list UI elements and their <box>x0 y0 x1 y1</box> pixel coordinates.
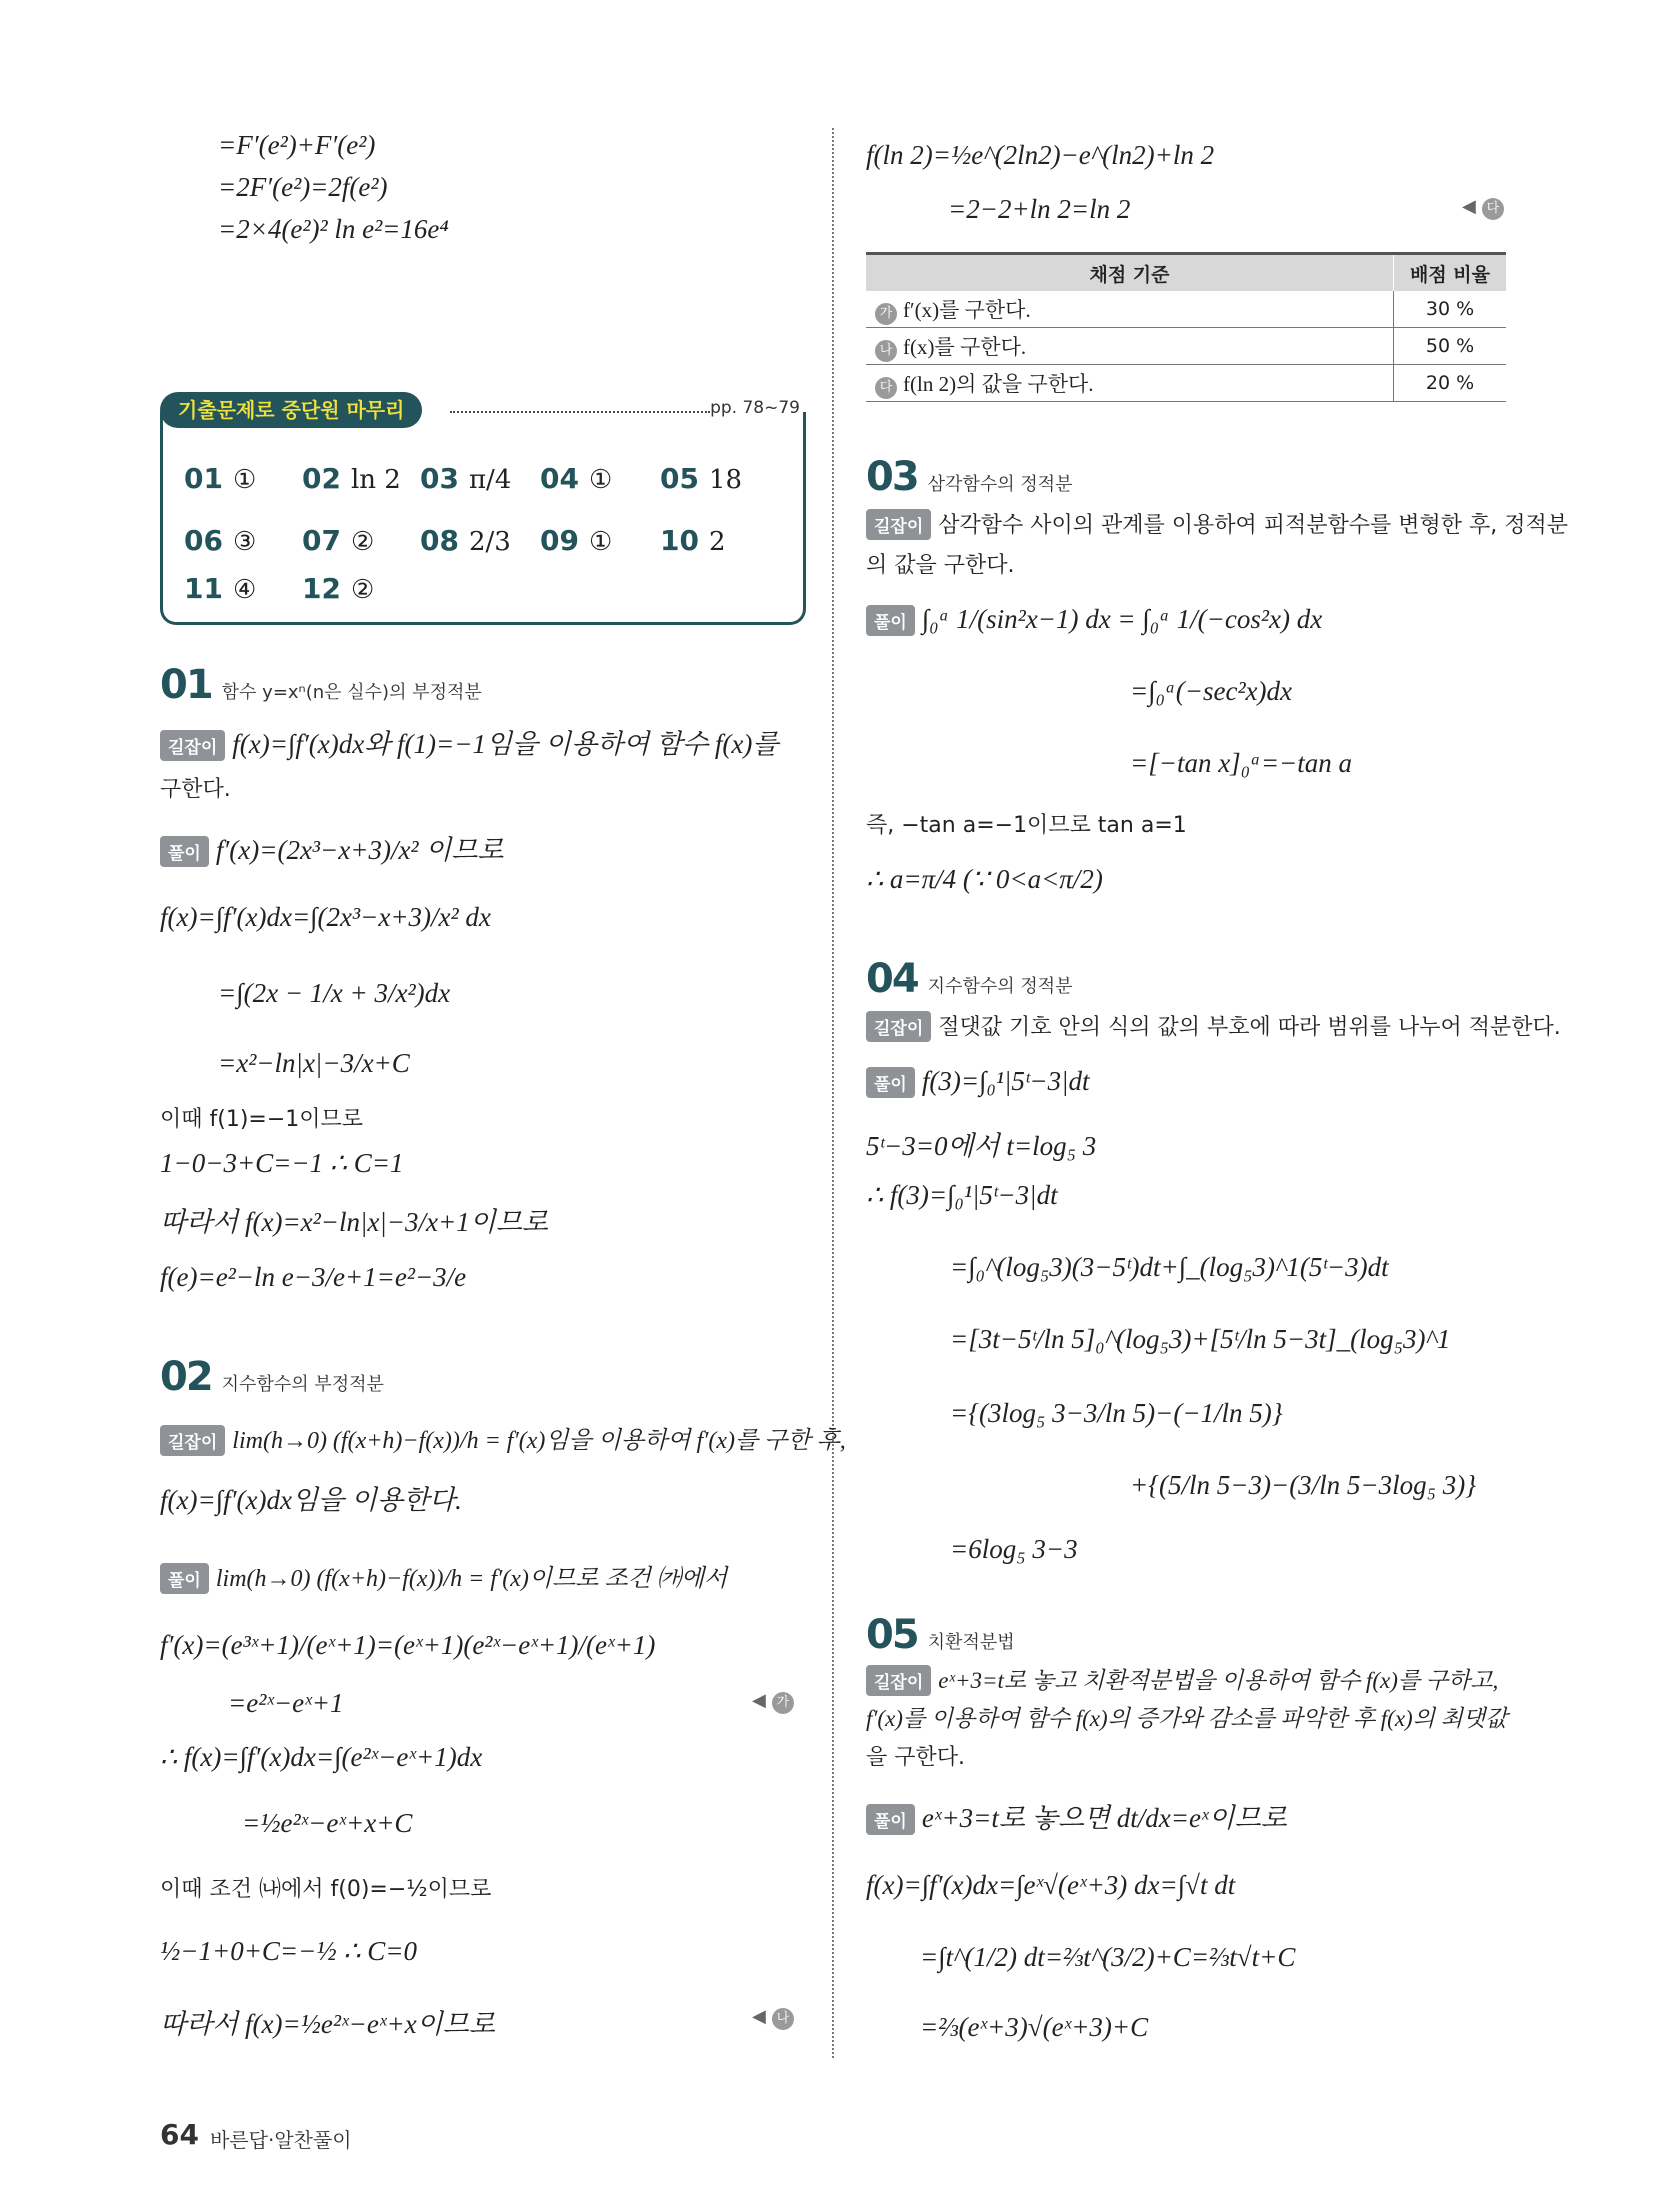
section-04-sol-2: 5ᵗ−3=0에서 t=log₅ 3 <box>866 1131 1097 1161</box>
answer-item: 07 ② <box>302 524 375 557</box>
section-03-sol-2: =∫₀ᵃ(−sec²x)dx <box>1130 676 1292 706</box>
column-divider <box>832 128 834 2058</box>
section-04-sol-3: ∴ f(3)=∫₀¹|5ᵗ−3|dt <box>866 1180 1058 1210</box>
answer-item: 12 ② <box>302 572 375 605</box>
answer-item: 01 ① <box>184 462 257 495</box>
left-top-line-1: =F′(e²)+F′(e²) <box>218 130 376 160</box>
section-03-guide: 길잡이 삼각함수 사이의 관계를 이용하여 피적분함수를 변형한 후, 정적분 <box>866 508 1568 540</box>
page-number: 64 <box>160 2118 199 2151</box>
section-04-sol-4: =∫₀^(log₅3)(3−5ᵗ)dt+∫_(log₅3)^1(5ᵗ−3)dt <box>950 1252 1389 1282</box>
section-05-sol-2: f(x)=∫f′(x)dx=∫eˣ√(eˣ+3) dx=∫√t dt <box>866 1870 1236 1900</box>
section-04-heading: 04 지수함수의 정적분 <box>866 956 1073 1002</box>
section-04-sol-1: 풀이 f(3)=∫₀¹|5ᵗ−3|dt <box>866 1066 1090 1098</box>
section-01-sol-2: f(x)=∫f′(x)dx=∫(2x³−x+3)/x² dx <box>160 902 491 932</box>
section-01-heading: 01 함수 y=xⁿ(n은 실수)의 부정적분 <box>160 662 482 708</box>
section-04-sol-7: +{(5/ln 5−3)−(3/ln 5−3log₅ 3)} <box>1130 1470 1477 1500</box>
section-04-sol-6: ={(3log₅ 3−3/ln 5)−(−1/ln 5)} <box>950 1398 1283 1428</box>
section-02-heading: 02 지수함수의 부정적분 <box>160 1354 384 1400</box>
answer-item: 09 ① <box>540 524 613 557</box>
section-02-sol-3: =e²ˣ−eˣ+1 <box>228 1688 344 1718</box>
scoring-table-header <box>866 254 1506 292</box>
answer-item: 10 2 <box>660 524 726 557</box>
section-03-guide-2: 의 값을 구한다. <box>866 553 1015 578</box>
answer-item: 05 18 <box>660 462 743 495</box>
section-05-guide-2: f′(x)를 이용하여 함수 f(x)의 증가와 감소를 파악한 후 f(x)의 최댓값 <box>866 1706 1508 1731</box>
section-02-sol-7: ½−1+0+C=−½ ∴ C=0 <box>160 1936 418 1966</box>
section-02-sol-6: 이때 조건 ㈏에서 f(0)=−½이므로 <box>160 1877 492 1902</box>
review-pages: pp. 78~79 <box>710 398 800 418</box>
section-01-sol-7: 따라서 f(x)=x²−ln|x|−3/x+1이므로 <box>160 1207 548 1237</box>
right-top-line-1: f(ln 2)=½e^(2ln2)−e^(ln2)+ln 2 <box>866 140 1215 170</box>
left-top-line-2: =2F′(e²)=2f(e²) <box>218 172 388 202</box>
answer-item: 02 ln 2 <box>302 462 401 495</box>
step-mark-c: ◀ 다 <box>1462 196 1504 220</box>
section-02-sol-1: 풀이 lim(h→0) (f(x+h)−f(x))/h = f′(x)이므로 조건 ㈎에서 <box>160 1558 727 1594</box>
section-01-sol-5: 이때 f(1)=−1이므로 <box>160 1107 364 1132</box>
answer-item: 08 2/3 <box>420 524 511 557</box>
section-05-heading: 05 치환적분법 <box>866 1612 1015 1658</box>
section-01-sol-6: 1−0−3+C=−1 ∴ C=1 <box>160 1148 404 1178</box>
section-05-sol-3: =∫t^(1/2) dt=⅔t^(3/2)+C=⅔t√t+C <box>920 1942 1296 1972</box>
section-03-sol-4: 즉, −tan a=−1이므로 tan a=1 <box>866 813 1187 838</box>
section-01-guide: 길잡이 f(x)=∫f′(x)dx와 f(1)=−1임을 이용하여 함수 f(x)를 <box>160 722 778 761</box>
section-04-guide: 길잡이 절댓값 기호 안의 식의 값의 부호에 따라 범위를 나누어 적분한다. <box>866 1010 1561 1042</box>
section-03-heading: 03 삼각함수의 정적분 <box>866 454 1073 500</box>
answer-item: 06 ③ <box>184 524 257 557</box>
section-03-sol-3: =[−tan x]₀ᵃ=−tan a <box>1130 748 1353 778</box>
section-05-guide-3: 을 구한다. <box>866 1745 965 1770</box>
table-row: 가 f′(x)를 구한다. 30 % <box>866 291 1506 328</box>
section-02-sol-5: =½e²ˣ−eˣ+x+C <box>242 1808 413 1838</box>
answer-item: 04 ① <box>540 462 613 495</box>
footer-label: 바른답·알찬풀이 <box>210 2128 352 2152</box>
section-01-sol-1: 풀이 f′(x)=(2x³−x+3)/x² 이므로 <box>160 828 504 867</box>
header-criteria: 채점 기준 <box>866 254 1394 292</box>
section-05-guide: 길잡이 eˣ+3=t로 놓고 치환적분법을 이용하여 함수 f(x)를 구하고, <box>866 1662 1498 1696</box>
section-05-sol-1: 풀이 eˣ+3=t로 놓으면 dt/dx=eˣ이므로 <box>866 1796 1287 1835</box>
step-mark-a: ◀ 가 <box>752 1690 794 1714</box>
table-row: 나 f(x)를 구한다. 50 % <box>866 328 1506 365</box>
step-mark-b: ◀ 나 <box>752 2006 794 2030</box>
answer-item: 03 π/4 <box>420 462 512 495</box>
section-01-sol-3: =∫(2x − 1/x + 3/x²)dx <box>218 978 451 1008</box>
section-02-sol-4: ∴ f(x)=∫f′(x)dx=∫(e²ˣ−eˣ+1)dx <box>160 1742 483 1772</box>
review-title: 기출문제로 중단원 마무리 <box>160 392 422 428</box>
section-02-sol-8: 따라서 f(x)=½e²ˣ−eˣ+x이므로 <box>160 2009 495 2039</box>
header-ratio: 배점 비율 <box>1394 254 1507 292</box>
answer-item: 11 ④ <box>184 572 257 605</box>
section-02-guide-2: f(x)=∫f′(x)dx임을 이용한다. <box>160 1485 462 1515</box>
section-03-sol-5: ∴ a=π/4 (∵ 0<a<π/2) <box>866 864 1103 894</box>
section-01-sol-4: =x²−ln|x|−3/x+C <box>218 1048 410 1078</box>
scoring-table <box>866 252 1506 402</box>
section-01-guide-2: 구한다. <box>160 777 231 802</box>
right-top-line-2: =2−2+ln 2=ln 2 <box>948 194 1131 224</box>
section-03-sol-1: 풀이 ∫₀ᵃ 1/(sin²x−1) dx = ∫₀ᵃ 1/(−cos²x) dx <box>866 604 1322 636</box>
section-01-sol-8: f(e)=e²−ln e−3/e+1=e²−3/e <box>160 1262 467 1292</box>
section-04-sol-5: =[3t−5ᵗ/ln 5]₀^(log₅3)+[5ᵗ/ln 5−3t]_(log₅3)^1 <box>950 1324 1451 1354</box>
section-05-sol-4: =⅔(eˣ+3)√(eˣ+3)+C <box>920 2012 1149 2042</box>
section-02-guide: 길잡이 lim(h→0) (f(x+h)−f(x))/h = f′(x)임을 이용하여 f′(x)를 구한 후, <box>160 1420 846 1456</box>
table-row: 다 f(ln 2)의 값을 구한다. 20 % <box>866 365 1506 402</box>
left-top-line-3: =2×4(e²)² ln e²=16e⁴ <box>218 214 449 244</box>
review-box <box>160 412 806 625</box>
section-04-sol-8: =6log₅ 3−3 <box>950 1534 1078 1564</box>
section-02-sol-2: f′(x)=(e³ˣ+1)/(eˣ+1)=(eˣ+1)(e²ˣ−eˣ+1)/(eˣ+1) <box>160 1630 656 1660</box>
